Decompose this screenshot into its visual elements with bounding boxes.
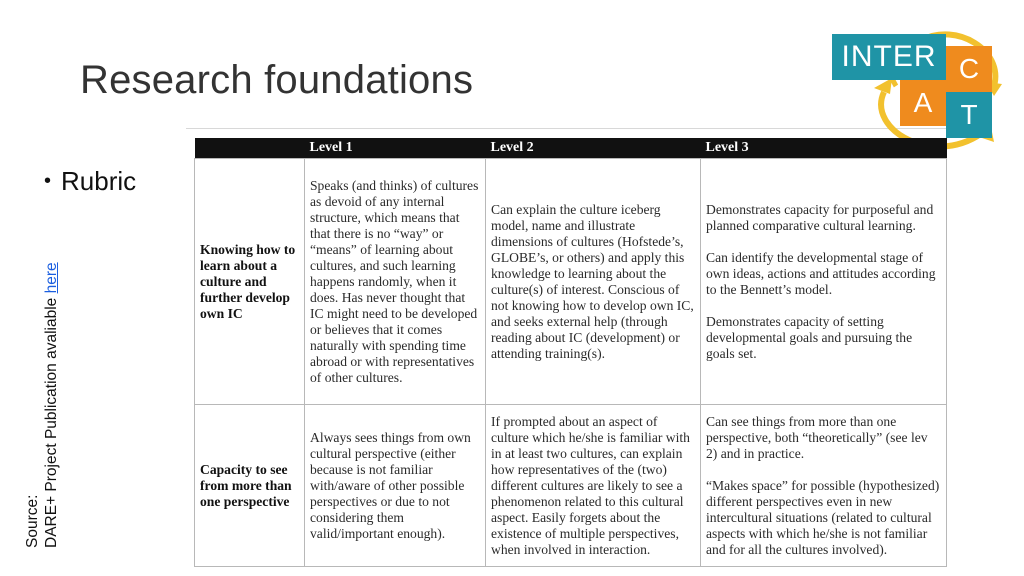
table-row: [195, 405, 947, 567]
source-text: DARE+ Project Publication avaliable: [43, 293, 60, 548]
level-1-cell: Always sees things from own cultural perspective (either because is not familiar with/aware of other possible perspectives or due to not considering them valid/important enough).: [305, 405, 486, 567]
header-level-1: Level 1: [305, 138, 486, 159]
source-label: Source:: [24, 494, 41, 548]
bullet-item-rubric: [44, 166, 136, 197]
level-2-cell: Can explain the culture iceberg model, name and illustrate dimensions of cultures (Hofstede’s, GLOBE’s, or others) and apply this knowledge to learning about the culture(s) of interest. Conscious of not knowing how to develop own IC, and seeks external help (through reading about IC (development) or attending training(s).: [486, 159, 701, 405]
level-1-cell: Speaks (and thinks) of cultures as devoid of any internal structure, which means that that there is no “way” or “means” of learning about cultures, and such learning happens randomly, when it does. Has never thought that IC might need to be developed or believes that it comes naturally with spending time abroad or with representatives of other cultures.: [305, 159, 486, 405]
level-3-paragraph: “Makes space” for possible (hypothesized) different perspectives even in new intercultural situations (related to cultural aspects with which he/she is not familiar and for all the cultures involved).: [706, 477, 940, 557]
criterion-cell: Knowing how to learn about a culture and further develop own IC: [195, 159, 305, 405]
logo-c: C: [946, 46, 992, 92]
level-2-cell: If prompted about an aspect of culture which he/she is familiar with in at least two cultures, can explain how representatives of the (two) different cultures are likely to see a phenomenon related to this cultural aspect. Easily forgets about the existence of multiple perspectives, when involved in interaction.: [486, 405, 701, 567]
bullet-dot: •: [44, 170, 52, 192]
level-3-cell: [701, 159, 947, 405]
level-3-paragraph: Can identify the developmental stage of own ideas, actions and attitudes according to the Bennett’s model.: [706, 249, 936, 297]
header-level-2: Level 2: [486, 138, 701, 159]
logo-t: T: [946, 92, 992, 138]
level-3-paragraph: Can see things from more than one perspective, both “theoretically” (see lev 2) and in practice.: [706, 413, 928, 461]
header-level-3: Level 3: [701, 138, 947, 159]
page-title: Research foundations: [80, 58, 474, 102]
bullet-label: Rubric: [61, 166, 137, 196]
rubric-header-row: [195, 138, 947, 159]
header-criterion: [195, 138, 305, 159]
logo-a: A: [900, 80, 946, 126]
level-3-paragraph: Demonstrates capacity for purposeful and planned comparative cultural learning.: [706, 201, 934, 233]
source-link[interactable]: here: [43, 262, 60, 294]
table-row: [195, 159, 947, 405]
logo-inter: INTER: [832, 34, 946, 80]
source-note: [23, 218, 61, 548]
level-3-cell: [701, 405, 947, 567]
level-3-paragraph: Demonstrates capacity of setting developmental goals and pursuing the goals set.: [706, 313, 913, 361]
criterion-cell: Capacity to see from more than one perspective: [195, 405, 305, 567]
rubric-table: [194, 138, 947, 567]
